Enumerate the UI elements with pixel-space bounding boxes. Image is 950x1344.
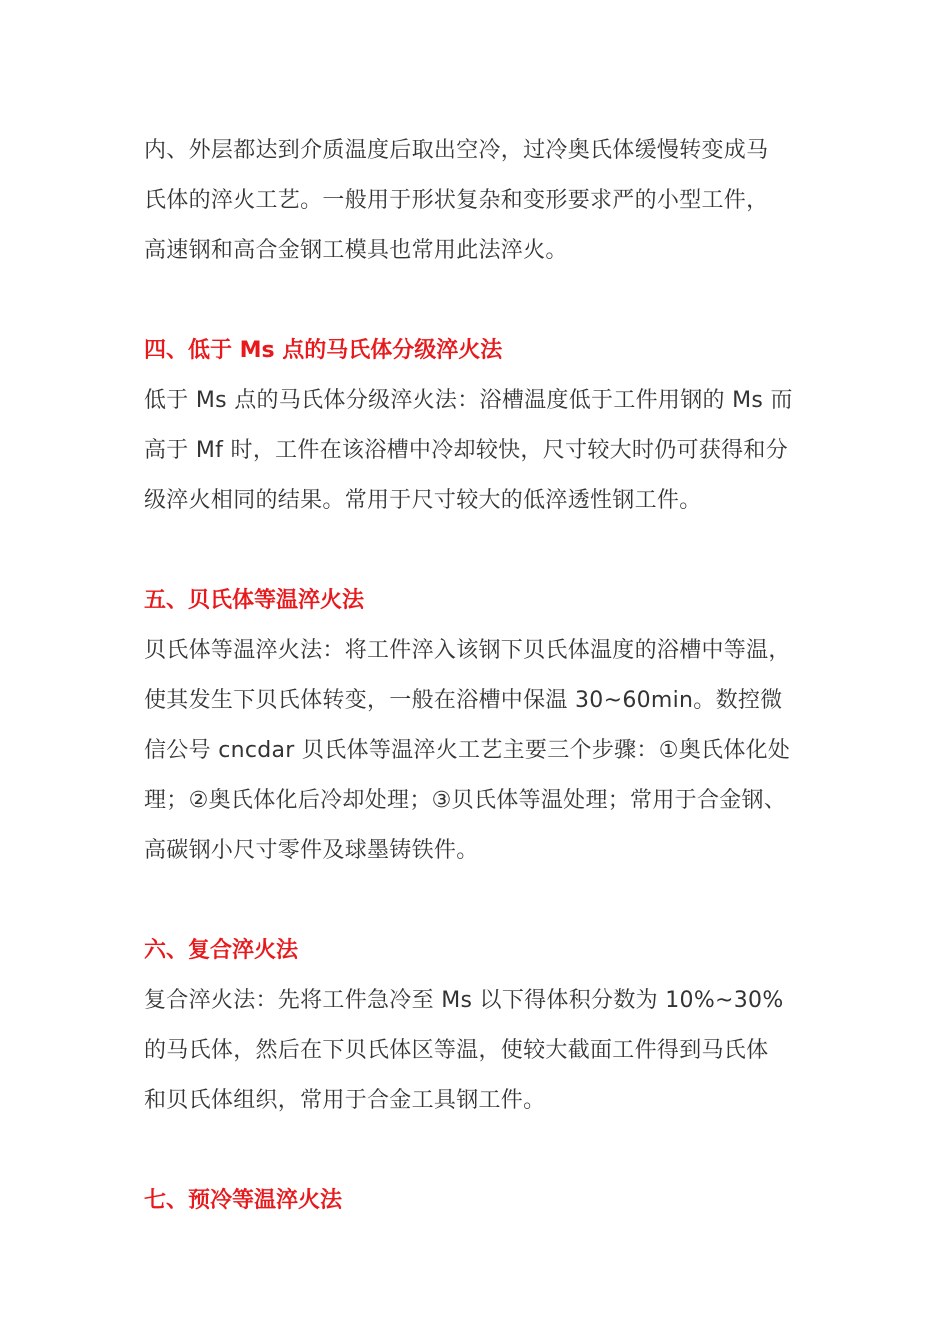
paragraph-line: 和贝氏体组织，常用于合金工具钢工件。: [144, 1088, 546, 1113]
paragraph-line: 高速钢和高合金钢工模具也常用此法淬火。: [144, 238, 568, 263]
section-gap: [144, 876, 816, 926]
section-gap: [144, 1126, 816, 1176]
paragraph-section-5: [144, 626, 816, 876]
section-heading-4: 四、低于 Ms 点的马氏体分级淬火法: [144, 338, 503, 363]
section-heading-6: 六、复合淬火法: [144, 938, 299, 963]
section-heading-7: 七、预冷等温淬火法: [144, 1188, 343, 1213]
paragraph-continuation: [144, 126, 816, 276]
paragraph-line: 低于 Ms 点的马氏体分级淬火法：浴槽温度低于工件用钢的 Ms 而: [144, 388, 793, 413]
section-gap: [144, 526, 816, 576]
section-heading-5: 五、贝氏体等温淬火法: [144, 588, 365, 613]
paragraph-line: 贝氏体等温淬火法：将工件淬入该钢下贝氏体温度的浴槽中等温，: [144, 638, 791, 663]
document-page: [144, 126, 816, 1226]
paragraph-line: 信公号 cncdar 贝氏体等温淬火工艺主要三个步骤：①奥氏体化处: [144, 738, 791, 763]
section-gap: [144, 276, 816, 326]
paragraph-line: 的马氏体，然后在下贝氏体区等温，使较大截面工件得到马氏体: [144, 1038, 769, 1063]
paragraph-line: 高碳钢小尺寸零件及球墨铸铁件。: [144, 838, 479, 863]
paragraph-line: 氏体的淬火工艺。一般用于形状复杂和变形要求严的小型工件，: [144, 188, 769, 213]
paragraph-line: 复合淬火法：先将工件急冷至 Ms 以下得体积分数为 10%~30%: [144, 988, 784, 1013]
paragraph-line: 内、外层都达到介质温度后取出空冷，过冷奥氏体缓慢转变成马: [144, 138, 769, 163]
paragraph-line: 高于 Mf 时，工件在该浴槽中冷却较快，尺寸较大时仍可获得和分: [144, 438, 789, 463]
paragraph-section-4: [144, 376, 816, 526]
paragraph-line: 理；②奥氏体化后冷却处理；③贝氏体等温处理；常用于合金钢、: [144, 788, 787, 813]
paragraph-section-6: [144, 976, 816, 1126]
paragraph-line: 级淬火相同的结果。常用于尺寸较大的低淬透性钢工件。: [144, 488, 702, 513]
paragraph-line: 使其发生下贝氏体转变，一般在浴槽中保温 30~60min。数控微: [144, 688, 783, 713]
